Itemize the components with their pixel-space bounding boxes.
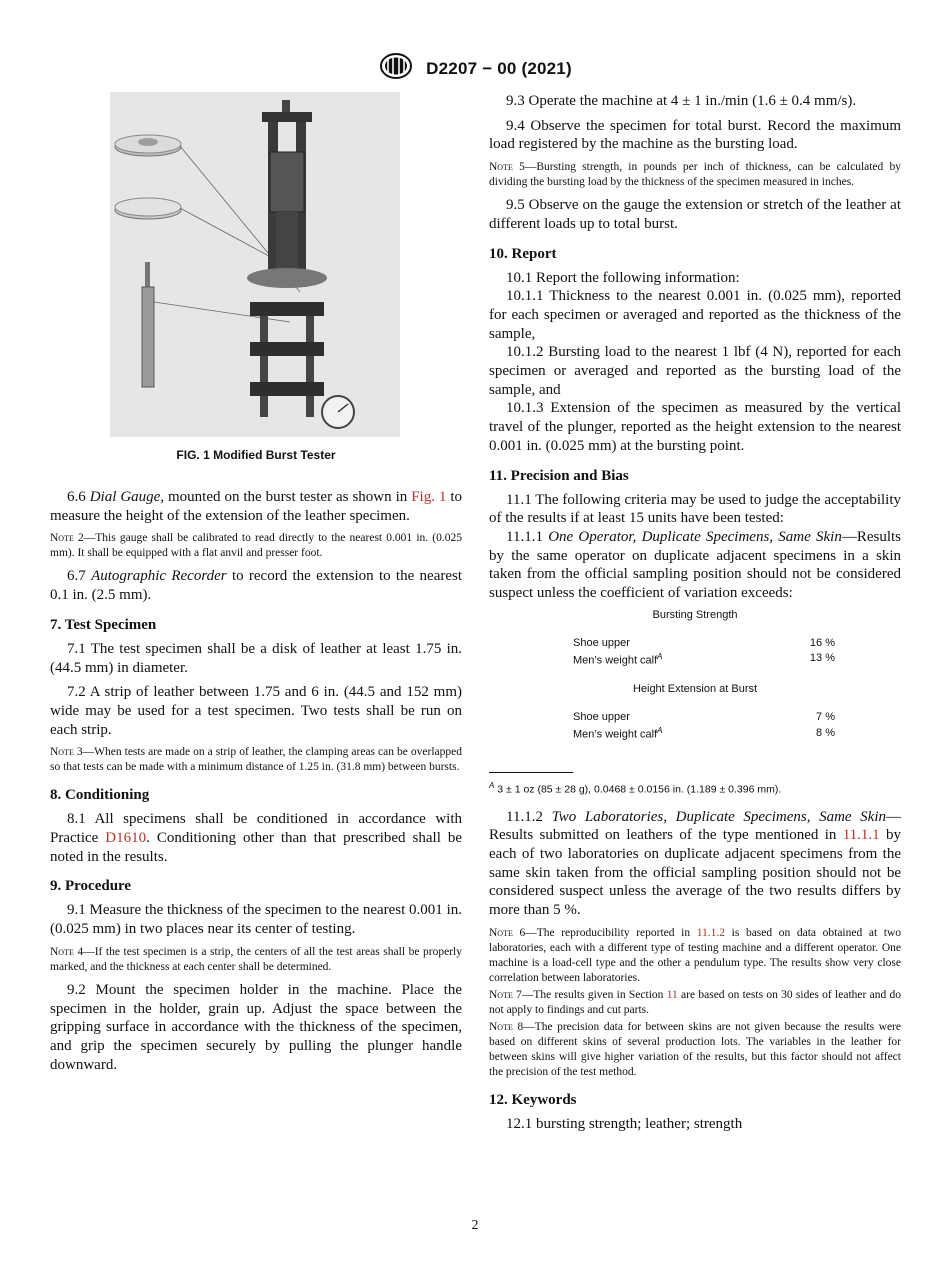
paragraph-10-1-1: 10.1.1 Thickness to the nearest 0.001 in. (0.025 mm), reported for each specimen or averaged and reported as the thickness of the sample,: [489, 288, 901, 342]
section-10-heading: 10. Report: [489, 245, 557, 262]
table-cell-label: Men’s weight calf$^A$: [573, 726, 663, 742]
left-column: [50, 92, 462, 1080]
note-8: Note 8—The precision data for between skins are not given because the results were based on different skins of several production lots. The variables in the leather for between skins will give higher variation of the results, but this factor should not affect the precision of the test method.: [489, 1020, 901, 1078]
fig-1-link[interactable]: Fig. 1: [411, 489, 447, 505]
table-cell-label: Shoe upper: [573, 636, 630, 649]
table-title-height-extension: Height Extension at Burst: [632, 683, 758, 696]
paragraph-9-1: 9.1 Measure the thickness of the specimen to the nearest 0.001 in. (0.025 mm) in two places near its center of testing.: [50, 902, 462, 938]
table-cell-value: 16 %: [809, 636, 835, 649]
note-6: Note 6—The reproducibility reported in 11.1.2 is based on data obtained at two laboratories, each with a different type of testing machine and a different operator. One machine is a load-cell type and the other a pendulum type. The results show very close correlation between laboratories.: [489, 926, 902, 984]
table-row: [573, 711, 835, 724]
note-3: Note 3—When tests are made on a strip of leather, the clamping areas can be overlapped so that tests can be made with a minimum distance of 1.25 in. (31.8 mm) between bursts.: [50, 746, 462, 774]
section-9-heading: 9. Procedure: [50, 878, 132, 895]
note-2: Note 2—This gauge shall be calibrated to read directly to the nearest 0.001 in. (0.025 mm). It shall be equipped with a flat anvil and presser foot.: [50, 532, 463, 560]
paragraph-11-1-2: 11.1.2 Two Laboratories, Duplicate Specimens, Same Skin—Results submitted on leathers of the type mentioned in 11.1.1 by each of two laboratories on duplicate adjacent specimens from the same skin taken from the official sampling position should not be considered suspect unless the average of the two results differs by more than 5 %.: [489, 808, 902, 919]
note-5: Note 5—Bursting strength, in pounds per inch of thickness, can be calculated by dividing the bursting load by the thickness of the specimen measured in inches.: [489, 161, 902, 189]
paragraph-9-3: 9.3 Operate the machine at 4 ± 1 in./min (1.6 ± 0.4 mm/s).: [506, 93, 857, 109]
section-8-heading: 8. Conditioning: [50, 787, 150, 804]
table-row: [573, 637, 835, 650]
table-cell-value: 8 %: [816, 726, 835, 739]
table-cell-value: 13 %: [809, 652, 835, 665]
figure-1: [50, 92, 462, 442]
table-row: [573, 724, 835, 742]
table-cell-label: Shoe upper: [573, 711, 630, 724]
right-column: [489, 92, 901, 1140]
paragraph-10-1-3: 10.1.3 Extension of the specimen as measured by the vertical travel of the plunger, reported as the height extension to the nearest 0.001 in. (0.025 mm) at the bursting point.: [489, 400, 901, 454]
page-number: 2: [471, 1218, 479, 1233]
footnote-divider: [489, 772, 573, 773]
table-row: [573, 650, 835, 668]
paragraph-9-5: 9.5 Observe on the gauge the extension or stretch of the leather at different loads up to total burst.: [489, 197, 901, 232]
astm-logo-icon: [378, 52, 414, 85]
table-title-bursting-strength: Bursting Strength: [652, 608, 738, 621]
note-7: Note 7—The results given in Section 11 are based on tests on 30 sides of leather and do not apply to findings and cut parts.: [489, 988, 901, 1016]
figure-caption: FIG. 1 Modified Burst Tester: [176, 448, 336, 462]
table-cell-value: 7 %: [816, 711, 835, 724]
paragraph-8-1: 8.1 All specimens shall be conditioned in accordance with Practice D1610. Conditioning other than that prescribed shall be noted in the results.: [50, 811, 462, 865]
table-footnote: $^A$ 3 ± 1 oz (85 ± 28 g), 0.0468 ± 0.0156 in. (1.189 ± 0.396 mm).: [489, 781, 782, 796]
paragraph-7-1: 7.1 The test specimen shall be a disk of leather at least 1.75 in. (44.5 mm) in diameter.: [50, 640, 462, 676]
precision-table-extension: [573, 711, 835, 742]
section-7-heading: 7. Test Specimen: [50, 616, 157, 633]
section-11-1-2-link[interactable]: 11.1.2: [696, 926, 726, 939]
paragraph-10-1-2: 10.1.2 Bursting load to the nearest 1 lbf (4 N), reported for each specimen or averaged and reported as the bursting load of the sample, and: [489, 344, 901, 398]
paragraph-12-1: 12.1 bursting strength; leather; strength: [506, 1115, 743, 1132]
section-11-link[interactable]: 11: [666, 988, 678, 1001]
paragraph-9-4: 9.4 Observe the specimen for total burst. Record the maximum load registered by the machine as the bursting load.: [489, 117, 901, 153]
d1610-link[interactable]: D1610: [105, 830, 147, 847]
precision-table-bursting: [573, 637, 835, 668]
paragraph-10-1: 10.1 Report the following information:: [506, 269, 740, 286]
section-11-1-1-link[interactable]: 11.1.1: [842, 827, 880, 844]
paragraph-6-6: 6.6 Dial Gauge, mounted on the burst tester as shown in Fig. 1 to measure the height of the extension of the leather specimen.: [50, 489, 463, 524]
note-4: Note 4—If the test specimen is a strip, the centers of all the test areas shall be properly marked, and the thickness at each center shall be determined.: [50, 945, 462, 973]
paragraph-7-2: 7.2 A strip of leather between 1.75 and 6 in. (44.5 and 152 mm) wide may be used for a test specimen. Two tests shall be run on each strip.: [50, 684, 462, 738]
table-cell-label: Men’s weight calf$^A$: [573, 651, 663, 667]
page-header: [0, 52, 950, 85]
paragraph-11-1-1: 11.1.1 One Operator, Duplicate Specimens, Same Skin—Results by the same operator on duplicate adjacent specimens in a skin taken from the official sampling position should not be considered suspect unless the coefficient of variation exceeds:: [489, 528, 902, 602]
section-11-heading: 11. Precision and Bias: [489, 467, 629, 484]
paragraph-11-1: 11.1 The following criteria may be used to judge the acceptability of the results if at least 15 units have been tested:: [489, 491, 901, 527]
paragraph-9-2: 9.2 Mount the specimen holder in the machine. Place the specimen in the holder, grain up. Adjust the space between the gripping surface in accordance with the thickness of the specimen, and grip the specimen securely by pulling the plunger handle downward.: [50, 981, 462, 1073]
burst-tester-photo-icon: [110, 92, 400, 437]
section-12-heading: 12. Keywords: [489, 1091, 577, 1108]
paragraph-6-7: 6.7 Autographic Recorder to record the extension to the nearest 0.1 in. (2.5 mm).: [50, 568, 463, 604]
standard-designation: D2207 − 00 (2021): [426, 58, 572, 78]
